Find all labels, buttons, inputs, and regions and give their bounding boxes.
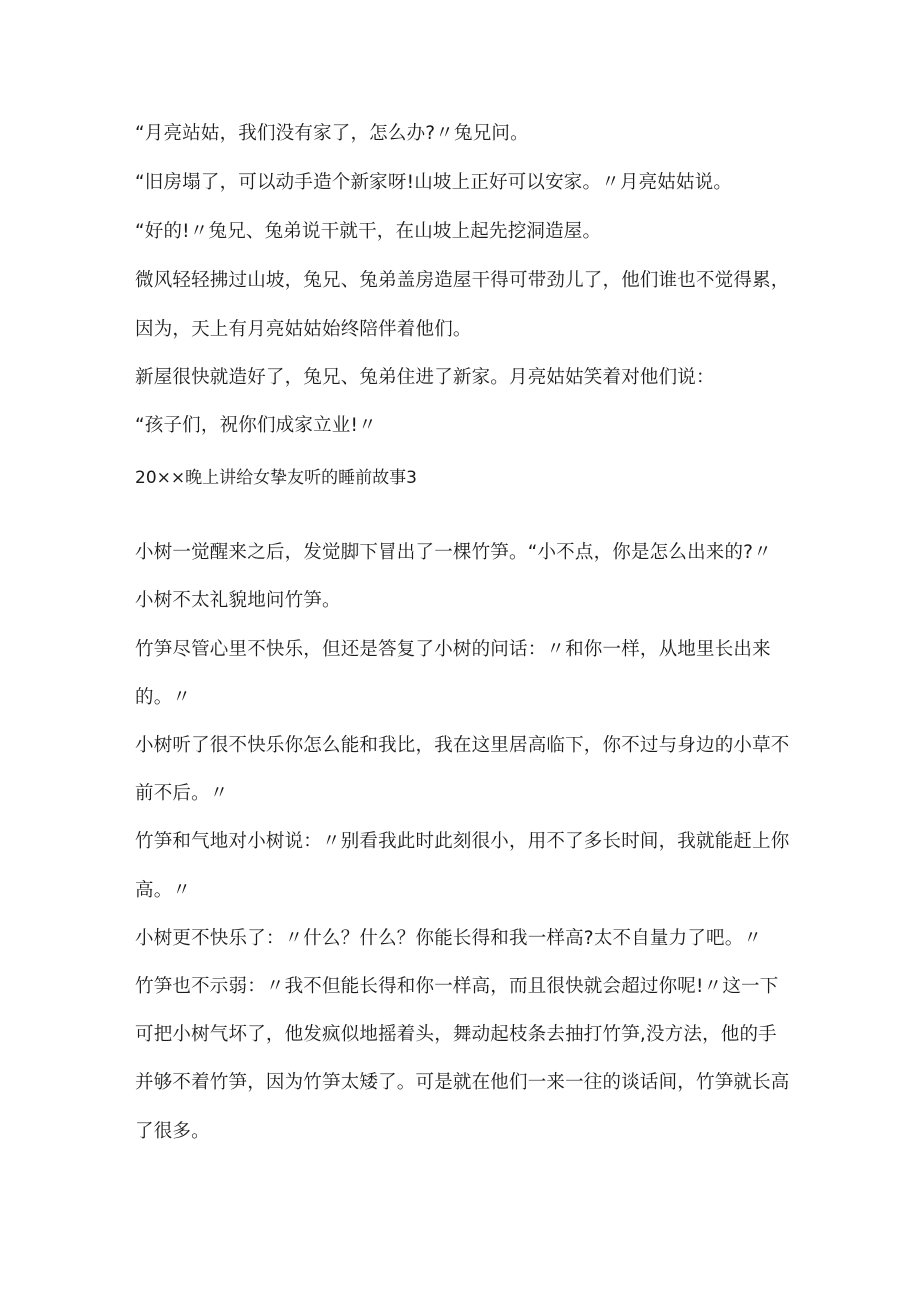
paragraph-line: 小树不太礼貌地问竹笋。 — [135, 590, 341, 611]
paragraph-line: 因为，天上有月亮姑姑始终陪伴着他们。 — [135, 319, 472, 340]
paragraph-line: 新屋很快就造好了，兔兄、兔弟住进了新家。月亮姑姑笑着对他们说： — [135, 367, 715, 388]
paragraph-line: “月亮站姑，我们没有家了，怎么办?〃兔兄问。 — [135, 123, 529, 144]
paragraph-line: 竹笋也不示弱：〃我不但能长得和你一样高，而且很快就会超过你呢!〃这一下 — [135, 976, 779, 997]
paragraph-line: “孩子们，祝你们成家立业!〃 — [135, 415, 377, 436]
paragraph-line: 前不后。〃 — [135, 783, 229, 804]
paragraph-line: “旧房塌了，可以动手造个新家呀!山坡上正好可以安家。〃月亮姑姑说。 — [135, 172, 733, 193]
section-heading: 20××晚上讲给女挚友听的睡前故事3 — [135, 468, 417, 488]
paragraph-line: 可把小树气坏了，他发疯似地摇着头，舞动起枝条去抽打竹笋,没方法，他的手 — [135, 1024, 777, 1045]
paragraph-line: 竹笋和气地对小树说：〃别看我此时此刻很小，用不了多长时间，我就能赶上你 — [135, 831, 790, 852]
paragraph-line: 小树更不快乐了：〃什么？什么？你能长得和我一样高?太不自量力了吧。〃 — [135, 928, 763, 949]
paragraph-line: 的。〃 — [135, 687, 192, 708]
paragraph-line: 并够不着竹笋，因为竹笋太矮了。可是就在他们一来一往的谈话间，竹笋就长高 — [135, 1072, 790, 1093]
paragraph-line: 了很多。 — [135, 1121, 210, 1142]
paragraph-line: 小树一觉醒来之后，发觉脚下冒出了一棵竹笋。“小不点，你是怎么出来的?〃 — [135, 542, 772, 563]
paragraph-line: 高。〃 — [135, 880, 192, 901]
paragraph-line: 小树听了很不快乐你怎么能和我比，我在这里居高临下，你不过与身边的小草不 — [135, 735, 790, 756]
paragraph-line: 竹笋尽管心里不快乐，但还是答复了小树的问话：〃和你一样，从地里长出来 — [135, 639, 771, 660]
paragraph-line: 微风轻轻拂过山坡，兔兄、兔弟盖房造屋干得可带劲儿了，他们谁也不觉得累， — [135, 270, 790, 291]
paragraph-line: “好的!〃兔兄、兔弟说干就干，在山坡上起先挖洞造屋。 — [135, 221, 602, 242]
